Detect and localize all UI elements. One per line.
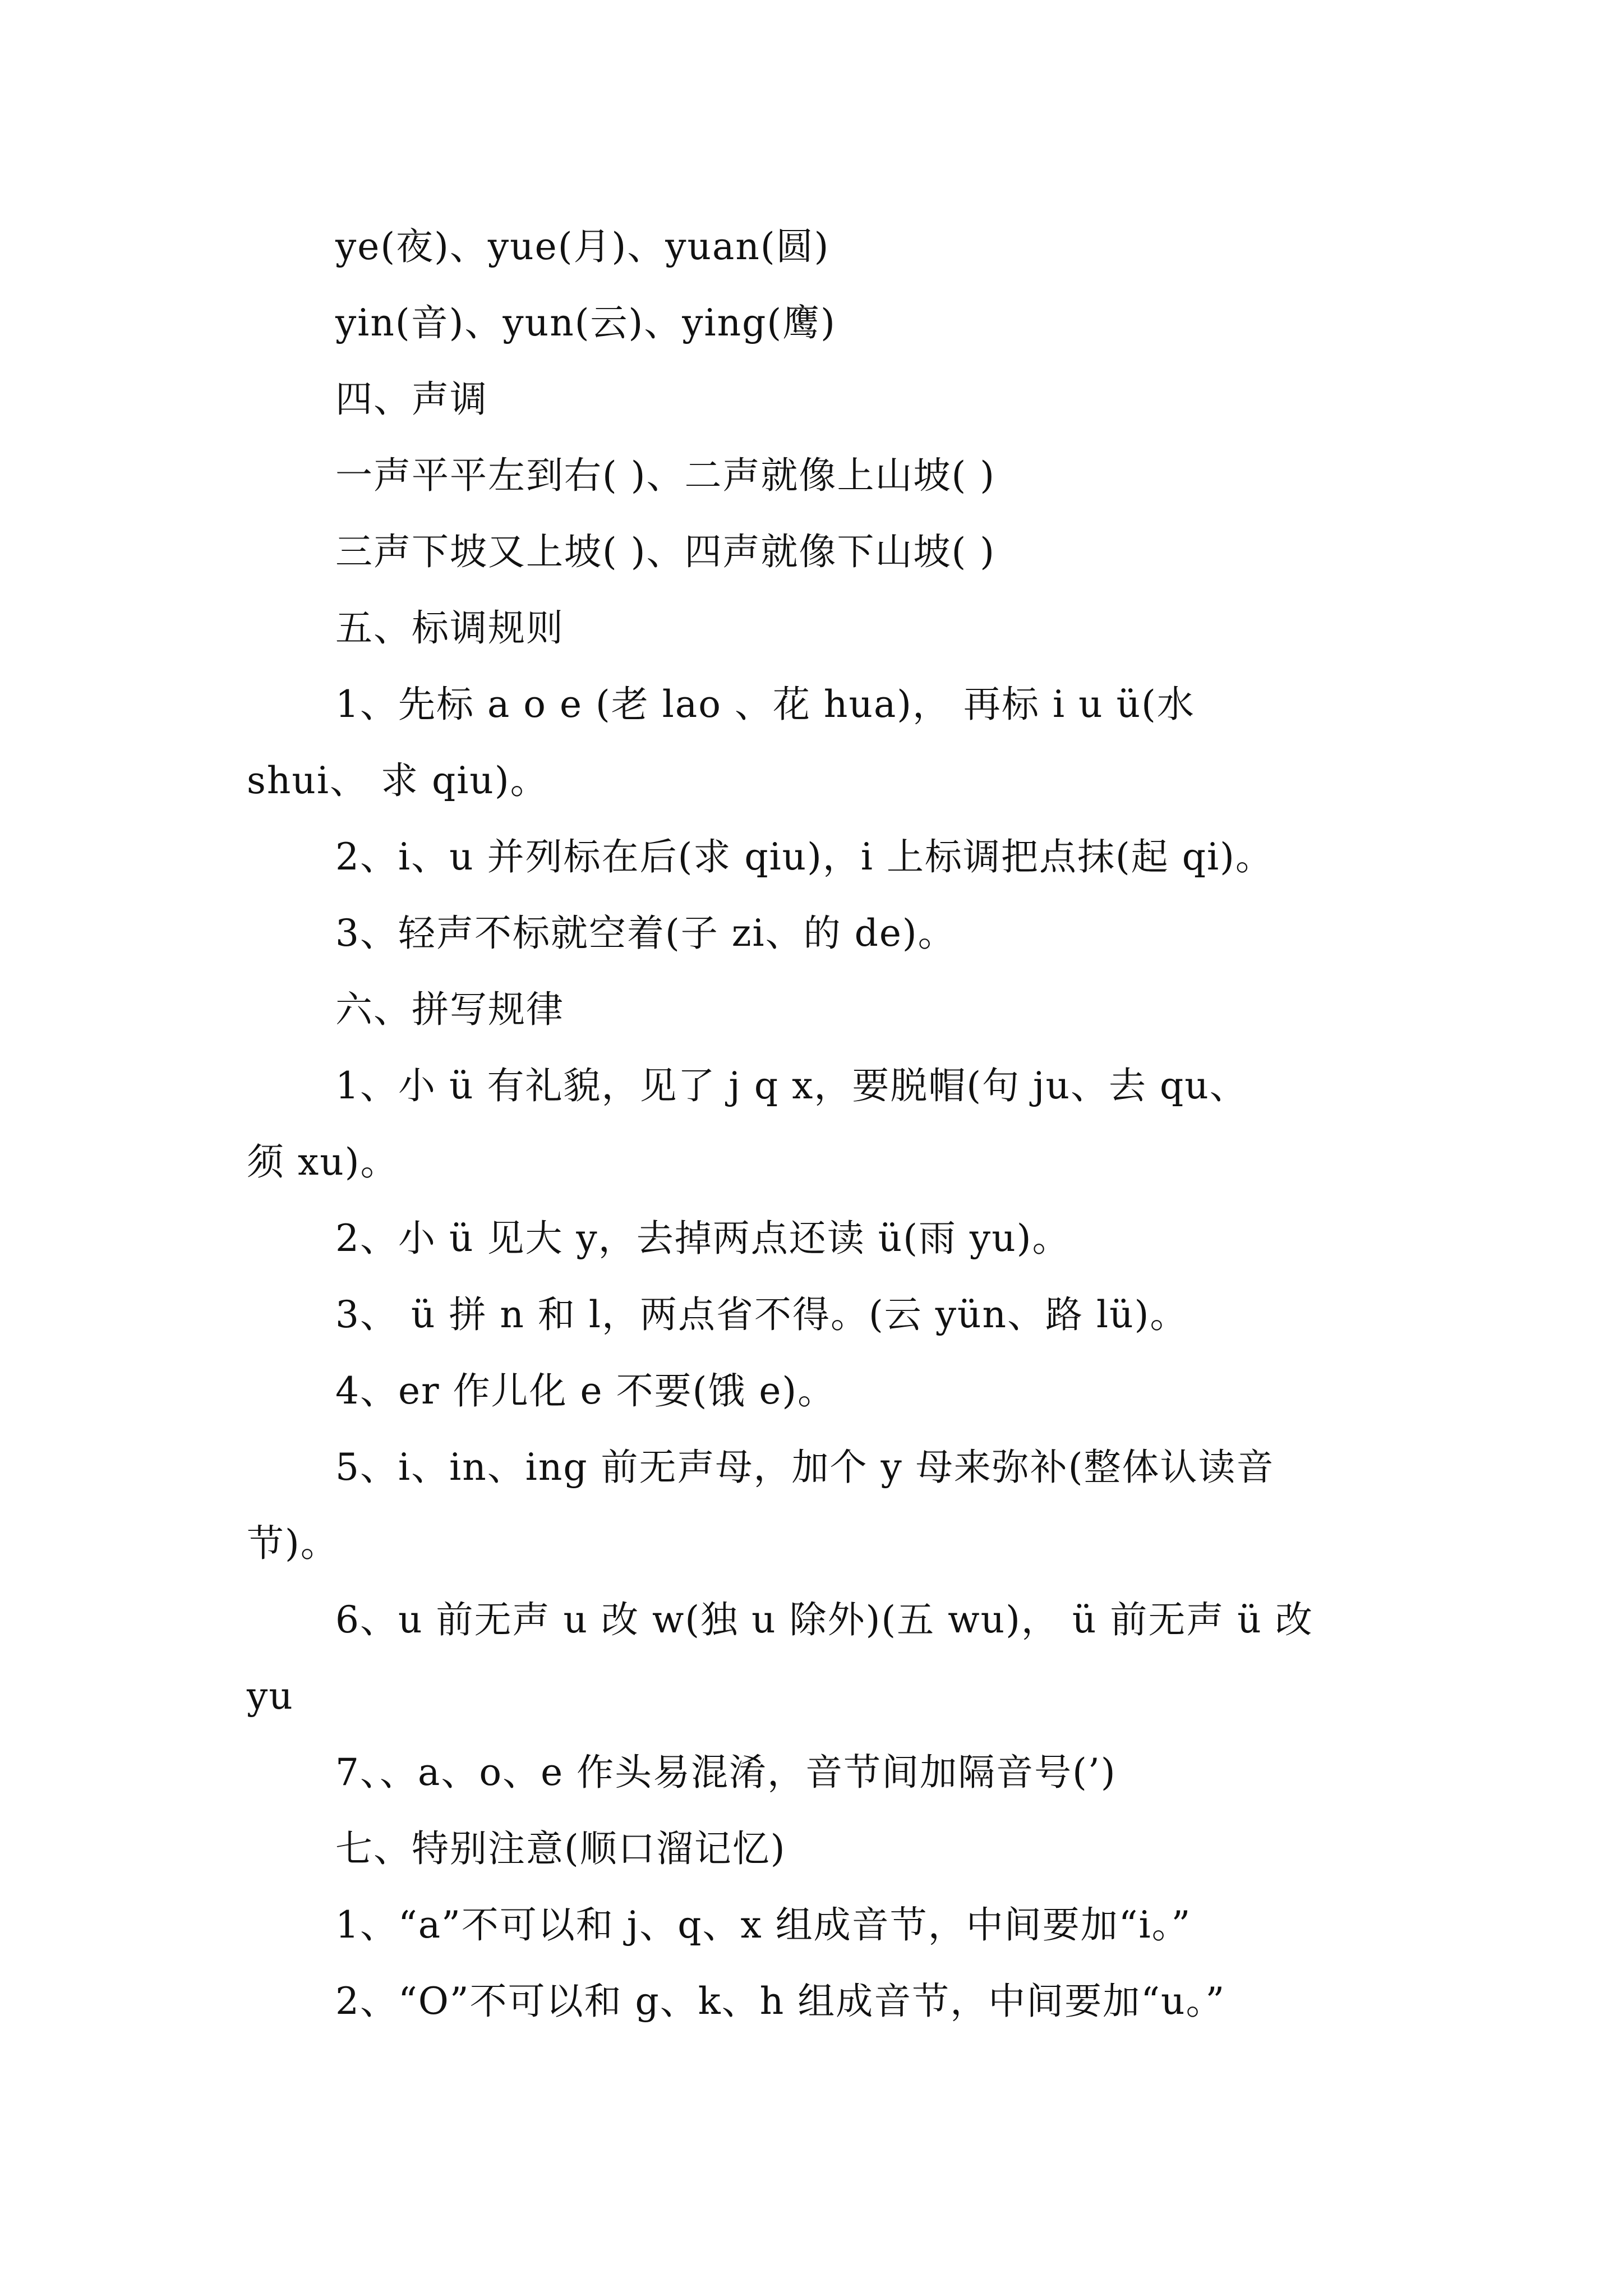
document-body — [247, 209, 1402, 2040]
section-heading: 七、特别注意(顺口溜记忆) — [335, 1827, 786, 1870]
text-line: 6、u 前无声 u 改 w(独 u 除外)(五 wu)， ü 前无声 ü 改 — [335, 1598, 1313, 1641]
section-heading: 六、拼写规律 — [335, 988, 564, 1031]
text-line: yin(音)、yun(云)、ying(鹰) — [335, 301, 836, 344]
text-line: 1、先标 a o e (老 lao 、花 hua)， 再标 i u ü(水 — [335, 683, 1195, 726]
text-line-continued: yu — [247, 1674, 294, 1718]
text-line: 2、“O”不可以和 g、k、h 组成音节，中间要加“u。” — [335, 1980, 1226, 2023]
text-line: 2、小 ü 见大 y，去掉两点还读 ü(雨 yu)。 — [335, 1217, 1071, 1260]
text-line: 3、轻声不标就空着(子 zi、的 de)。 — [335, 912, 956, 955]
text-line: 7、、a、o、e 作头易混淆，音节间加隔音号(’) — [335, 1751, 1117, 1794]
text-line: 三声下坡又上坡( )、四声就像下山坡( ) — [335, 530, 995, 573]
text-line-continued: 须 xu)。 — [247, 1140, 399, 1184]
text-line: 4、er 作儿化 e 不要(饿 e)。 — [335, 1369, 836, 1412]
section-heading: 五、标调规则 — [335, 606, 564, 650]
text-line-continued: shui、 求 qiu)。 — [247, 759, 548, 802]
section-heading: 四、声调 — [335, 378, 488, 421]
text-line: 5、i、in、ing 前无声母，加个 y 母来弥补(整体认读音 — [335, 1446, 1275, 1489]
text-line: 3、 ü 拼 n 和 l，两点省不得。(云 yün、路 lü)。 — [335, 1293, 1188, 1336]
text-line: ye(夜)、yue(月)、yuan(圆) — [335, 225, 830, 268]
text-line: 1、小 ü 有礼貌，见了 j q x，要脱帽(句 ju、去 qu、 — [335, 1064, 1248, 1107]
text-line: 一声平平左到右( )、二声就像上山坡( ) — [335, 454, 995, 497]
text-line-continued: 节)。 — [247, 1522, 339, 1565]
text-line: 2、i、u 并列标在后(求 qiu)，i 上标调把点抹(起 qi)。 — [335, 835, 1274, 878]
text-line: 1、“a”不可以和 j、q、x 组成音节，中间要加“i。” — [335, 1903, 1192, 1947]
